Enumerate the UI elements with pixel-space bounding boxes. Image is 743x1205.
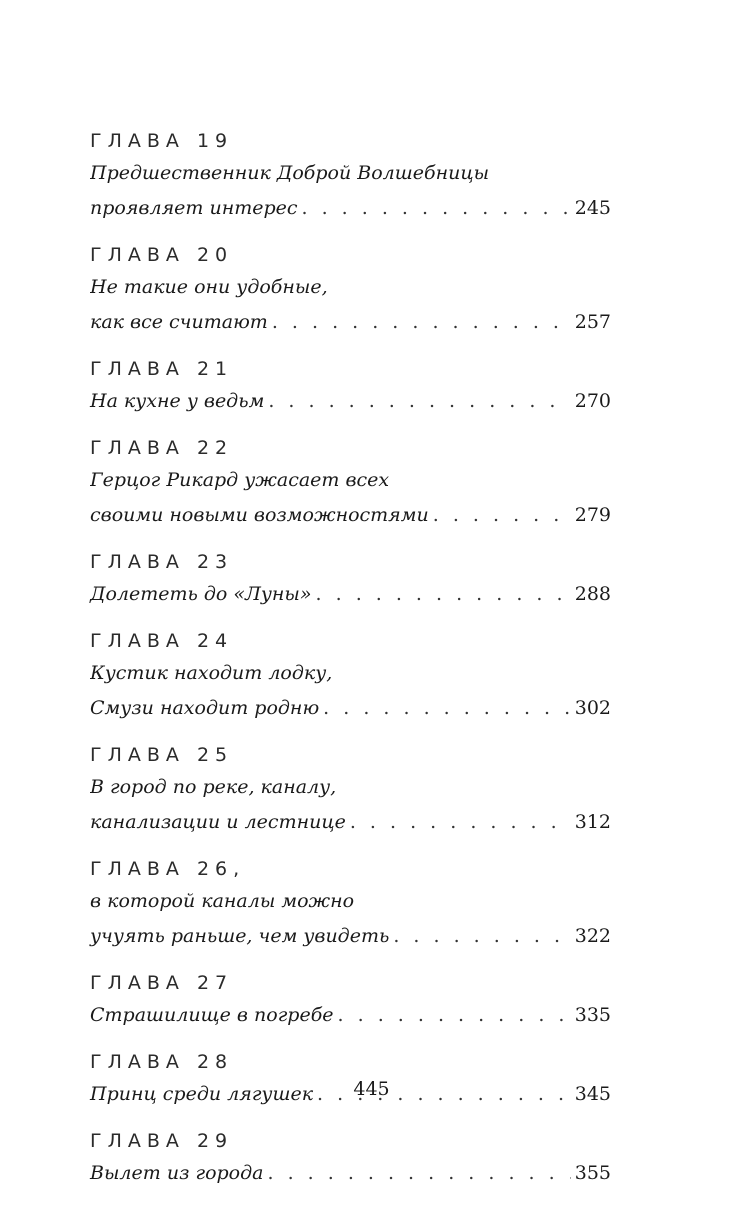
toc-entry-chapter-26 <box>90 854 611 954</box>
page-number: 288 <box>574 583 611 605</box>
chapter-title-line: Принц среди лягушек <box>90 1083 314 1105</box>
chapter-title-with-page <box>90 305 611 340</box>
chapter-title-line: В город по реке, каналу, <box>90 776 337 798</box>
page-number: 355 <box>574 1162 611 1184</box>
toc-entry-chapter-22 <box>90 433 611 533</box>
chapter-label: ГЛАВА 24 <box>90 630 234 652</box>
table-of-contents <box>90 126 611 1205</box>
chapter-title-line: Страшилище в погребе <box>90 1004 334 1026</box>
page-number: 279 <box>574 504 611 526</box>
chapter-title-with-page <box>90 691 611 726</box>
dot-leader <box>433 498 571 533</box>
page-folio-number: 445 <box>353 1078 390 1100</box>
chapter-label: ГЛАВА 22 <box>90 437 234 459</box>
chapter-label: ГЛАВА 25 <box>90 744 234 766</box>
chapter-title-with-page <box>90 919 611 954</box>
chapter-title-with-page <box>90 577 611 612</box>
chapter-title-line: канализации и лестнице <box>90 811 346 833</box>
chapter-title-line: как все считают <box>90 311 268 333</box>
chapter-title-with-page <box>90 191 611 226</box>
chapter-label: ГЛАВА 26, <box>90 858 246 880</box>
toc-entry-chapter-23 <box>90 547 611 612</box>
chapter-label: ГЛАВА 20 <box>90 244 234 266</box>
dot-leader <box>350 805 571 840</box>
chapter-label: ГЛАВА 28 <box>90 1051 234 1073</box>
chapter-title-with-page <box>90 384 611 419</box>
dot-leader <box>268 384 570 419</box>
chapter-label: ГЛАВА 23 <box>90 551 234 573</box>
chapter-label: ГЛАВА 19 <box>90 130 234 152</box>
chapter-title-line: Смузи находит родню <box>90 697 320 719</box>
dot-leader <box>316 577 571 612</box>
chapter-title-with-page <box>90 498 611 533</box>
chapter-title-with-page <box>90 998 611 1033</box>
chapter-title-with-page <box>90 1156 611 1191</box>
dot-leader <box>338 998 571 1033</box>
chapter-title-line: Герцог Рикард ужасает всех <box>90 469 390 491</box>
toc-entry-chapter-27 <box>90 968 611 1033</box>
page-number: 257 <box>574 311 611 333</box>
chapter-title-line: Кустик находит лодку, <box>90 662 333 684</box>
page-number: 345 <box>574 1083 611 1105</box>
dot-leader <box>393 919 570 954</box>
page-number: 312 <box>574 811 611 833</box>
chapter-label: ГЛАВА 21 <box>90 358 234 380</box>
dot-leader <box>323 691 571 726</box>
page-number: 245 <box>574 197 611 219</box>
chapter-title-line: проявляет интерес <box>90 197 298 219</box>
chapter-title-line: своими новыми возможностями <box>90 504 429 526</box>
toc-entry-chapter-21 <box>90 354 611 419</box>
page-number: 322 <box>574 925 611 947</box>
chapter-title-line: Долететь до «Луны» <box>90 583 312 605</box>
chapter-title-line: На кухне у ведьм <box>90 390 265 412</box>
dot-leader <box>272 305 571 340</box>
dot-leader <box>302 191 571 226</box>
page-number: 270 <box>574 390 611 412</box>
toc-entry-chapter-24 <box>90 626 611 726</box>
dot-leader <box>268 1156 571 1191</box>
chapter-label: ГЛАВА 27 <box>90 972 234 994</box>
chapter-label: ГЛАВА 29 <box>90 1130 234 1152</box>
chapter-title-line: учуять раньше, чем увидеть <box>90 925 390 947</box>
chapter-title-line: Вылет из города <box>90 1162 264 1184</box>
toc-entry-chapter-29 <box>90 1126 611 1191</box>
chapter-title-line: Предшественник Доброй Волшебницы <box>90 162 490 184</box>
page-number: 302 <box>574 697 611 719</box>
toc-entry-chapter-19 <box>90 126 611 226</box>
chapter-title-line: в которой каналы можно <box>90 890 355 912</box>
toc-entry-chapter-20 <box>90 240 611 340</box>
chapter-title-line: Не такие они удобные, <box>90 276 328 298</box>
chapter-title-with-page <box>90 805 611 840</box>
toc-entry-chapter-25 <box>90 740 611 840</box>
page-number: 335 <box>574 1004 611 1026</box>
